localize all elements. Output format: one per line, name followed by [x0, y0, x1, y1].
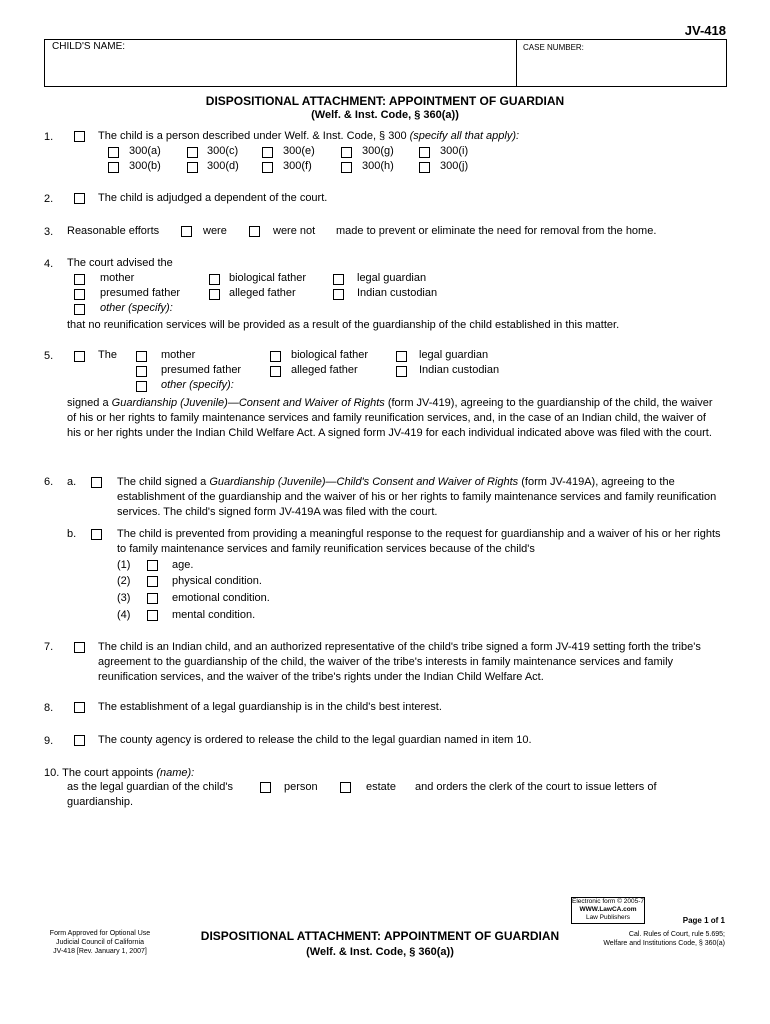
item-8-text: The establishment of a legal guardianship is in the child's best interest.: [98, 701, 442, 713]
footer-right: [603, 930, 725, 948]
item-4-legal-guardian-label: legal guardian: [357, 272, 427, 284]
reason-4-number: (4): [117, 609, 131, 621]
were-label: were: [203, 225, 227, 237]
item-5-alleged-father-checkbox[interactable]: [270, 366, 281, 377]
item-9-text: The county agency is ordered to release the child to the legal guardian named in item 10.: [98, 734, 532, 746]
item-5-body: signed a Guardianship (Juvenile)—Consent and Waiver of Rights (form JV-419), agreeing to the guardianship of the child, the waiver of his or her rights to family maintenance services and family reunification services, and, in the case of an Indian child, the waiver of his or her rights under the Indian Child Welfare Act. A signed form JV-419 for each individual indicated above was filed with the court.: [67, 397, 713, 439]
reason-3-number: (3): [117, 592, 131, 604]
item-4-presumed-father-checkbox[interactable]: [74, 289, 85, 300]
checkbox-300b[interactable]: [108, 162, 119, 173]
reason-3-checkbox[interactable]: [147, 593, 158, 604]
footer-left-1: Form Approved for Optional Use: [49, 930, 151, 937]
item-10-tail: and orders the clerk of the court to issue letters of: [415, 781, 657, 793]
item-5-the: The: [98, 349, 117, 361]
guardian-name-field[interactable]: [205, 766, 715, 780]
item-5-bio-father-label: biological father: [291, 349, 369, 361]
reason-1-number: (1): [117, 559, 131, 571]
item-4-other-checkbox[interactable]: [74, 304, 85, 315]
item-6b-checkbox[interactable]: [91, 529, 102, 540]
reason-2-number: (2): [117, 575, 131, 587]
item-3-number: 3.: [44, 226, 54, 238]
footer-title: DISPOSITIONAL ATTACHMENT: APPOINTMENT OF GUARDIAN: [200, 929, 560, 943]
item-8-checkbox[interactable]: [74, 702, 85, 713]
label-300c: 300(c): [207, 145, 239, 157]
item-1-checkbox[interactable]: [74, 131, 85, 142]
item-1-number: 1.: [44, 131, 54, 143]
person-checkbox[interactable]: [260, 782, 271, 793]
item-4-tail: that no reunification services will be provided as a result of the guardianship of the child established in this matter.: [67, 319, 620, 331]
item-10-line2: as the legal guardian of the child's: [67, 781, 233, 793]
reason-4-checkbox[interactable]: [147, 610, 158, 621]
label-300a: 300(a): [129, 145, 161, 157]
item-4-mother-label: mother: [100, 272, 135, 284]
item-6a-text: The child signed a Guardianship (Juvenile)—Child's Consent and Waiver of Rights (form JV-419A), agreeing to the establishment of the guardianship and the waiver of his or her rights to family maintenance services and family reunification services. The child's signed form JV-419A was filed with the court.: [117, 476, 717, 518]
item-4-alleged-father-label: alleged father: [229, 287, 296, 299]
footer-left-3: JV-418 [Rev. January 1, 2007]: [53, 948, 147, 955]
item-5-presumed-father-checkbox[interactable]: [136, 366, 147, 377]
item-7-text: The child is an Indian child, and an authorized representative of the child's tribe signed a form JV-419 setting forth the tribe's agreement to the guardianship of the child, the waiver of the tribe's interests in family maintenance services and family reunification services, and the waiver of the tribe's rights under the Indian Child Welfare Act.: [98, 641, 701, 683]
law-line-2: WWW.LawCA.com: [579, 906, 637, 913]
item-7-checkbox[interactable]: [74, 642, 85, 653]
case-number-field[interactable]: [518, 54, 724, 84]
label-300g: 300(g): [362, 145, 394, 157]
item-5-mother-label: mother: [161, 349, 196, 361]
item-5-legal-guardian-checkbox[interactable]: [396, 351, 407, 362]
item-2-checkbox[interactable]: [74, 193, 85, 204]
checkbox-300h[interactable]: [341, 162, 352, 173]
item-2-text: The child is adjudged a dependent of the court.: [98, 192, 328, 204]
checkbox-300f[interactable]: [262, 162, 273, 173]
item-4-bio-father-label: biological father: [229, 272, 307, 284]
label-300d: 300(d): [207, 160, 239, 172]
checkbox-300i[interactable]: [419, 147, 430, 158]
footer-left-2: Judicial Council of California: [56, 939, 144, 946]
were-not-label: were not: [273, 225, 316, 237]
page-title: DISPOSITIONAL ATTACHMENT: APPOINTMENT OF GUARDIAN: [205, 94, 565, 108]
item-1-text: The child is a person described under Welf. & Inst. Code, § 300 (specify all that apply):: [98, 130, 520, 142]
item-9-number: 9.: [44, 735, 54, 747]
label-300h: 300(h): [362, 160, 394, 172]
were-checkbox[interactable]: [181, 226, 192, 237]
item-3-tail: made to prevent or eliminate the need for removal from the home.: [336, 225, 657, 237]
item-6a-label: a.: [67, 476, 77, 488]
header-divider: [516, 39, 517, 87]
form-id: JV-418: [684, 23, 726, 38]
checkbox-300j[interactable]: [419, 162, 430, 173]
checkbox-300c[interactable]: [187, 147, 198, 158]
item-10-intro: 10. The court appoints (name):: [44, 767, 195, 779]
childs-name-label: CHILD'S NAME:: [52, 41, 126, 52]
checkbox-300g[interactable]: [341, 147, 352, 158]
childs-name-field[interactable]: [44, 54, 514, 84]
label-300i: 300(i): [440, 145, 469, 157]
item-3-label: Reasonable efforts: [67, 225, 160, 237]
were-not-checkbox[interactable]: [249, 226, 260, 237]
reason-2-checkbox[interactable]: [147, 576, 158, 587]
item-4-presumed-father-label: presumed father: [100, 287, 181, 299]
footer-subtitle: (Welf. & Inst. Code, § 360(a)): [306, 946, 454, 958]
item-4-indian-custodian-checkbox[interactable]: [333, 289, 344, 300]
item-6-number: 6.: [44, 476, 54, 488]
item-4-bio-father-checkbox[interactable]: [209, 274, 220, 285]
footer-right-2: Welfare and Institutions Code, § 360(a): [603, 940, 725, 947]
item-4-intro: The court advised the: [67, 257, 173, 269]
item-5-mother-checkbox[interactable]: [136, 351, 147, 362]
item-5-other-checkbox[interactable]: [136, 381, 147, 392]
item-4-other-label: other (specify):: [100, 302, 173, 314]
checkbox-300e[interactable]: [262, 147, 273, 158]
checkbox-300a[interactable]: [108, 147, 119, 158]
item-5-indian-custodian-label: Indian custodian: [419, 364, 500, 376]
item-5-bio-father-checkbox[interactable]: [270, 351, 281, 362]
item-5-number: 5.: [44, 350, 54, 362]
item-8-number: 8.: [44, 702, 54, 714]
reason-1-checkbox[interactable]: [147, 560, 158, 571]
checkbox-300d[interactable]: [187, 162, 198, 173]
footer-right-1: Cal. Rules of Court, rule 5.695;: [628, 931, 725, 938]
item-2-number: 2.: [44, 193, 54, 205]
case-number-label: CASE NUMBER:: [523, 43, 584, 52]
item-4-mother-checkbox[interactable]: [74, 274, 85, 285]
item-4-indian-custodian-label: Indian custodian: [357, 287, 438, 299]
item-5-other-label: other (specify):: [161, 379, 234, 391]
item-10-tail2: guardianship.: [67, 796, 134, 808]
item-5-checkbox[interactable]: [74, 351, 85, 362]
law-publisher-stamp: [571, 897, 645, 924]
item-4-legal-guardian-checkbox[interactable]: [333, 274, 344, 285]
label-300j: 300(j): [440, 160, 469, 172]
item-5-legal-guardian-label: legal guardian: [419, 349, 489, 361]
page-number: Page 1 of 1: [682, 916, 725, 925]
label-300e: 300(e): [283, 145, 315, 157]
item-4-alleged-father-checkbox[interactable]: [209, 289, 220, 300]
label-300f: 300(f): [283, 160, 312, 172]
reason-4-label: mental condition.: [172, 609, 256, 621]
reason-3-label: emotional condition.: [172, 592, 270, 604]
page-subtitle: (Welf. & Inst. Code, § 360(a)): [311, 109, 459, 121]
item-6a-checkbox[interactable]: [91, 477, 102, 488]
estate-label: estate: [366, 781, 396, 793]
person-label: person: [284, 781, 318, 793]
estate-checkbox[interactable]: [340, 782, 351, 793]
item-5-alleged-father-label: alleged father: [291, 364, 358, 376]
footer-left: [44, 929, 156, 956]
item-4-number: 4.: [44, 258, 54, 270]
reason-2-label: physical condition.: [172, 575, 262, 587]
item-6b-label: b.: [67, 528, 77, 540]
label-300b: 300(b): [129, 160, 161, 172]
item-7-number: 7.: [44, 641, 54, 653]
item-9-checkbox[interactable]: [74, 735, 85, 746]
item-6b-text: The child is prevented from providing a meaningful response to the request for guardianship and a waiver of his or her rights to family maintenance services and family reunification services because of the child's: [117, 528, 721, 555]
law-line-1: Electronic form © 2005-7: [572, 898, 644, 905]
law-line-3: Law Publishers: [585, 914, 631, 921]
item-5-indian-custodian-checkbox[interactable]: [396, 366, 407, 377]
item-5-presumed-father-label: presumed father: [161, 364, 242, 376]
reason-1-label: age.: [172, 559, 194, 571]
